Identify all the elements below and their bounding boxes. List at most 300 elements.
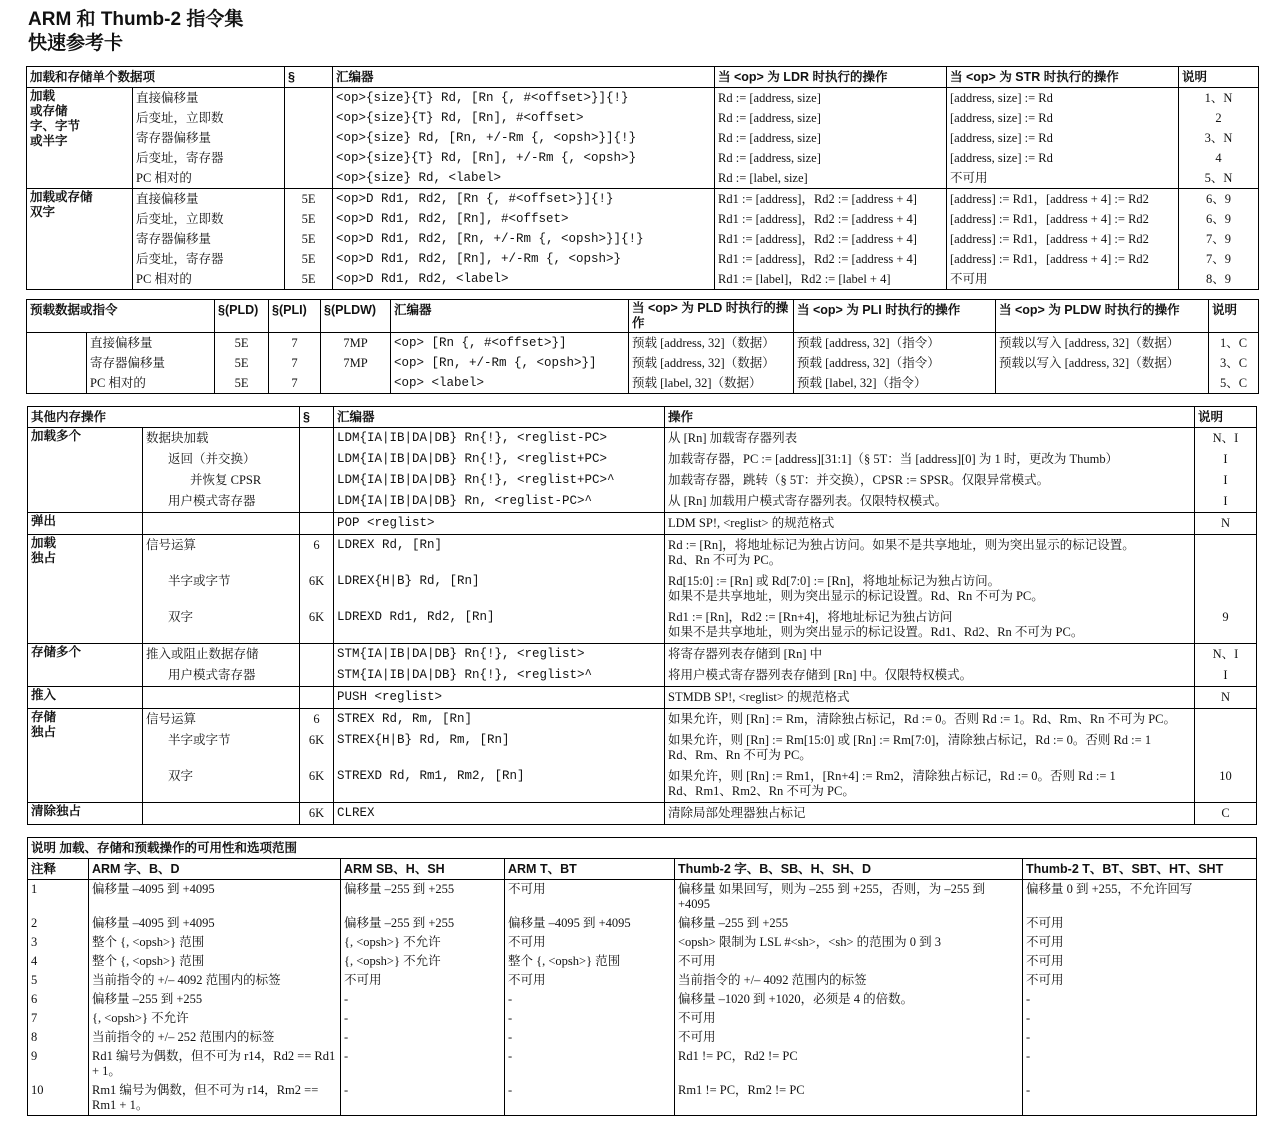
table-row <box>28 607 1257 644</box>
header-sec: § <box>300 407 334 428</box>
table-row <box>27 108 1259 128</box>
note-number: 2 <box>28 914 89 933</box>
row-str-op: [address] := Rd1，[address + 4] := Rd2 <box>947 229 1179 249</box>
row-str-op: [address] := Rd1，[address + 4] := Rd2 <box>947 249 1179 269</box>
note-number: 10 <box>28 1081 89 1116</box>
row-ldr-op: Rd := [address, size] <box>715 108 947 128</box>
row-op: 从 [Rn] 加载寄存器列表 <box>665 428 1195 450</box>
row-notes: N <box>1195 513 1257 535</box>
row-asm: LDM{IA|IB|DA|DB} Rn{!}, <reglist+PC>^ <box>334 470 665 491</box>
arm-sb: {, <opsh>} 不允许 <box>341 952 505 971</box>
row-pld-op: 预载 [label, 32]（数据） <box>629 373 794 394</box>
thumb2-word: 偏移量 –255 到 +255 <box>675 914 1023 933</box>
row-op: 加载寄存器，跳转（§ 5T：并交换），CPSR := SPSR。仅限异常模式。 <box>665 470 1195 491</box>
arm-t: - <box>505 1009 675 1028</box>
row-op: Rd[15:0] := [Rn] 或 Rd[7:0] := [Rn]，将地址标记为独占访问。 如果不是共享地址，则为突出显示的标记设置。Rd、Rn 不可为 PC。 <box>665 571 1195 607</box>
row-notes: 6、9 <box>1179 209 1259 229</box>
row-desc: 寄存器偏移量 <box>133 229 285 249</box>
row-asm: STM{IA|IB|DA|DB} Rn{!}, <reglist>^ <box>334 665 665 687</box>
row-notes: 3、N <box>1179 128 1259 148</box>
row-asm: <op>D Rd1, Rd2, [Rn {, #<offset>}]{!} <box>333 189 715 210</box>
thumb2-t: - <box>1023 1028 1257 1047</box>
thumb2-word: Rd1 != PC，Rd2 != PC <box>675 1047 1023 1081</box>
group-label <box>27 333 87 394</box>
note-number: 5 <box>28 971 89 990</box>
row-asm: <op>{size}{T} Rd, [Rn {, #<offset>}]{!} <box>333 88 715 109</box>
arm-word: 偏移量 –4095 到 +4095 <box>89 880 341 915</box>
row-asm: LDREX Rd, [Rn] <box>334 535 665 572</box>
row-desc: 信号运算 <box>143 535 300 572</box>
row-section: 6K <box>300 607 334 644</box>
header-section: 其他内存操作 <box>28 407 300 428</box>
table-row <box>27 249 1259 269</box>
row-notes <box>1195 709 1257 731</box>
row-asm: <op> <label> <box>391 373 629 394</box>
row-asm: POP <reglist> <box>334 513 665 535</box>
header-ldr: 当 <op> 为 LDR 时执行的操作 <box>715 67 947 88</box>
row-asm: <op>{size} Rd, <label> <box>333 168 715 189</box>
row-ldr-op: Rd1 := [label]，Rd2 := [label + 4] <box>715 269 947 290</box>
table-row <box>28 933 1257 952</box>
thumb2-t: - <box>1023 990 1257 1009</box>
note-number: 4 <box>28 952 89 971</box>
row-pli-op: 预载 [label, 32]（指令） <box>794 373 996 394</box>
row-section <box>285 168 333 189</box>
header-pli: 当 <op> 为 PLI 时执行的操作 <box>794 300 996 333</box>
table-row <box>28 491 1257 513</box>
row-op: LDM SP!, <reglist> 的规范格式 <box>665 513 1195 535</box>
header-thumb2-word: Thumb-2 字、B、SB、H、SH、D <box>675 859 1023 880</box>
thumb2-t: - <box>1023 1081 1257 1116</box>
row-notes: N、I <box>1195 644 1257 666</box>
arm-word: 当前指令的 +/– 4092 范围内的标签 <box>89 971 341 990</box>
note-number: 1 <box>28 880 89 915</box>
row-section: 5E <box>285 229 333 249</box>
header-asm: 汇编器 <box>333 67 715 88</box>
row-pldw-op: 预载以写入 [address, 32]（数据） <box>996 353 1209 373</box>
arm-sb: {, <opsh>} 不允许 <box>341 933 505 952</box>
table-row <box>28 880 1257 915</box>
group-label: 加载 或存储 字、字节 或半字 <box>27 88 133 189</box>
row-notes <box>1195 571 1257 607</box>
table-row <box>27 168 1259 189</box>
header-str: 当 <op> 为 STR 时执行的操作 <box>947 67 1179 88</box>
arm-t: 不可用 <box>505 880 675 915</box>
row-section <box>285 88 333 109</box>
row-desc: PC 相对的 <box>87 373 215 394</box>
row-desc: 并恢复 CPSR <box>143 470 300 491</box>
row-sec-pldw <box>321 373 391 394</box>
header-sec: § <box>285 67 333 88</box>
row-section <box>300 428 334 450</box>
table-row <box>28 766 1257 803</box>
header-notes: 说明 <box>1195 407 1257 428</box>
row-asm: STREX Rd, Rm, [Rn] <box>334 709 665 731</box>
arm-sb: - <box>341 1009 505 1028</box>
other-memory-ops-table <box>27 406 1257 825</box>
row-pldw-op <box>996 373 1209 394</box>
header-arm-t: ARM T、BT <box>505 859 675 880</box>
row-desc: 用户模式寄存器 <box>143 665 300 687</box>
header-arm-word: ARM 字、B、D <box>89 859 341 880</box>
row-section: 6K <box>300 730 334 766</box>
row-section <box>300 491 334 513</box>
row-op: 如果允许，则 [Rn] := Rm[15:0] 或 [Rn] := Rm[7:0]，清除独占标记，Rd := 0。否则 Rd := 1 Rd、Rm、Rn 不可为 PC。 <box>665 730 1195 766</box>
row-section <box>300 687 334 709</box>
row-section <box>300 513 334 535</box>
table-row <box>27 269 1259 290</box>
thumb2-word: 不可用 <box>675 1009 1023 1028</box>
notes-table <box>27 837 1257 1116</box>
row-op: Rd1 := [Rn]，Rd2 := [Rn+4]，将地址标记为独占访问 如果不是共享地址，则为突出显示的标记设置。Rd1、Rd2、Rn 不可为 PC。 <box>665 607 1195 644</box>
arm-t: - <box>505 1047 675 1081</box>
table-row <box>28 990 1257 1009</box>
row-desc: 推入或阻止数据存储 <box>143 644 300 666</box>
table-row <box>28 952 1257 971</box>
row-str-op: [address, size] := Rd <box>947 148 1179 168</box>
table-row <box>27 209 1259 229</box>
row-desc: 后变址，寄存器 <box>133 148 285 168</box>
row-desc: PC 相对的 <box>133 168 285 189</box>
row-sec-pli: 7 <box>269 333 321 354</box>
arm-t: - <box>505 1028 675 1047</box>
table-row <box>28 730 1257 766</box>
header-sec-pli: §(PLI) <box>269 300 321 333</box>
note-number: 8 <box>28 1028 89 1047</box>
table-row <box>27 88 1259 109</box>
group-label: 弹出 <box>28 513 143 535</box>
thumb2-t: 不可用 <box>1023 933 1257 952</box>
row-sec-pldw: 7MP <box>321 333 391 354</box>
row-desc: 寄存器偏移量 <box>133 128 285 148</box>
row-desc: 直接偏移量 <box>87 333 215 354</box>
row-notes: 7、9 <box>1179 249 1259 269</box>
row-asm: PUSH <reglist> <box>334 687 665 709</box>
thumb2-word: 不可用 <box>675 1028 1023 1047</box>
thumb2-t: 偏移量 0 到 +255，不允许回写 <box>1023 880 1257 915</box>
row-ldr-op: Rd1 := [address]，Rd2 := [address + 4] <box>715 189 947 210</box>
table-row <box>27 128 1259 148</box>
arm-word: 偏移量 –4095 到 +4095 <box>89 914 341 933</box>
table-row <box>28 1009 1257 1028</box>
row-pld-op: 预载 [address, 32]（数据） <box>629 333 794 354</box>
row-section <box>285 148 333 168</box>
row-sec-pli: 7 <box>269 373 321 394</box>
group-label: 存储多个 <box>28 644 143 687</box>
table-row <box>28 428 1257 450</box>
arm-word: 当前指令的 +/– 252 范围内的标签 <box>89 1028 341 1047</box>
table-row <box>28 470 1257 491</box>
row-notes: N <box>1195 687 1257 709</box>
table-row <box>28 449 1257 470</box>
row-asm: <op>D Rd1, Rd2, [Rn, +/-Rm {, <opsh>}]{!} <box>333 229 715 249</box>
row-op: 清除局部处理器独占标记 <box>665 803 1195 825</box>
header-sec-pld: §(PLD) <box>215 300 269 333</box>
arm-word: Rm1 编号为偶数，但不可为 r14，Rm2 == Rm1 + 1。 <box>89 1081 341 1116</box>
row-notes: 7、9 <box>1179 229 1259 249</box>
row-notes: I <box>1195 449 1257 470</box>
page-title: ARM 和 Thumb-2 指令集 <box>28 9 244 30</box>
row-section <box>300 644 334 666</box>
table-row <box>28 535 1257 572</box>
row-notes: 9 <box>1195 607 1257 644</box>
row-op: 从 [Rn] 加载用户模式寄存器列表。仅限特权模式。 <box>665 491 1195 513</box>
row-desc: 直接偏移量 <box>133 189 285 210</box>
row-section: 6 <box>300 535 334 572</box>
row-pldw-op: 预载以写入 [address, 32]（数据） <box>996 333 1209 354</box>
row-notes: 8、9 <box>1179 269 1259 290</box>
row-desc <box>143 687 300 709</box>
row-desc: 后变址，寄存器 <box>133 249 285 269</box>
thumb2-word: 当前指令的 +/– 4092 范围内的标签 <box>675 971 1023 990</box>
row-asm: LDREX{H|B} Rd, [Rn] <box>334 571 665 607</box>
row-desc: 双字 <box>143 766 300 803</box>
arm-sb: - <box>341 1047 505 1081</box>
row-section: 5E <box>285 249 333 269</box>
row-desc <box>143 513 300 535</box>
thumb2-t: - <box>1023 1047 1257 1081</box>
row-desc: 后变址，立即数 <box>133 108 285 128</box>
row-desc: 直接偏移量 <box>133 88 285 109</box>
row-section <box>300 449 334 470</box>
row-section: 6K <box>300 571 334 607</box>
arm-t: 不可用 <box>505 971 675 990</box>
row-op: 如果允许，则 [Rn] := Rm1，[Rn+4] := Rm2，清除独占标记，Rd := 0。否则 Rd := 1 Rd、Rm1、Rm2、Rn 不可为 PC。 <box>665 766 1195 803</box>
table-row <box>28 971 1257 990</box>
header-thumb2-t: Thumb-2 T、BT、SBT、HT、SHT <box>1023 859 1257 880</box>
table-row <box>28 1047 1257 1081</box>
thumb2-t: 不可用 <box>1023 914 1257 933</box>
table-row <box>28 644 1257 666</box>
thumb2-word: Rm1 != PC，Rm2 != PC <box>675 1081 1023 1116</box>
row-str-op: [address, size] := Rd <box>947 128 1179 148</box>
header-arm-sb: ARM SB、H、SH <box>341 859 505 880</box>
arm-sb: 偏移量 –255 到 +255 <box>341 914 505 933</box>
table-row <box>27 373 1259 394</box>
row-sec-pld: 5E <box>215 373 269 394</box>
group-label: 加载 独占 <box>28 535 143 644</box>
table-row <box>28 665 1257 687</box>
arm-word: 偏移量 –255 到 +255 <box>89 990 341 1009</box>
row-desc: 数据块加载 <box>143 428 300 450</box>
thumb2-t: - <box>1023 1009 1257 1028</box>
row-notes <box>1195 730 1257 766</box>
row-notes: N、I <box>1195 428 1257 450</box>
table-row <box>28 1028 1257 1047</box>
row-ldr-op: Rd := [address, size] <box>715 148 947 168</box>
row-op: 将寄存器列表存储到 [Rn] 中 <box>665 644 1195 666</box>
load-store-single-table <box>26 66 1259 290</box>
row-section <box>300 665 334 687</box>
row-notes: 6、9 <box>1179 189 1259 210</box>
row-asm: LDM{IA|IB|DA|DB} Rn, <reglist-PC>^ <box>334 491 665 513</box>
header-pld: 当 <op> 为 PLD 时执行的操作 <box>629 300 794 333</box>
row-asm: STREXD Rd, Rm1, Rm2, [Rn] <box>334 766 665 803</box>
page-subtitle: 快速参考卡 <box>28 33 124 54</box>
arm-word: 整个 {, <opsh>} 范围 <box>89 933 341 952</box>
arm-t: 不可用 <box>505 933 675 952</box>
arm-t: 整个 {, <opsh>} 范围 <box>505 952 675 971</box>
row-sec-pld: 5E <box>215 333 269 354</box>
group-label: 清除独占 <box>28 803 143 825</box>
preload-table <box>26 299 1259 394</box>
row-notes: 2 <box>1179 108 1259 128</box>
arm-sb: - <box>341 990 505 1009</box>
row-asm: STM{IA|IB|DA|DB} Rn{!}, <reglist> <box>334 644 665 666</box>
row-section <box>285 128 333 148</box>
table-row <box>28 571 1257 607</box>
header-section: 预载数据或指令 <box>27 300 215 333</box>
table-row <box>28 1081 1257 1116</box>
table-row <box>27 353 1259 373</box>
header-sec-pldw: §(PLDW) <box>321 300 391 333</box>
row-desc: 双字 <box>143 607 300 644</box>
header-asm: 汇编器 <box>334 407 665 428</box>
row-op: Rd := [Rn]，将地址标记为独占访问。如果不是共享地址，则为突出显示的标记设置。 Rd、Rn 不可为 PC。 <box>665 535 1195 572</box>
row-notes: 10 <box>1195 766 1257 803</box>
row-pli-op: 预载 [address, 32]（指令） <box>794 353 996 373</box>
row-asm: LDM{IA|IB|DA|DB} Rn{!}, <reglist-PC> <box>334 428 665 450</box>
row-asm: <op>{size}{T} Rd, [Rn], #<offset> <box>333 108 715 128</box>
row-desc: 半字或字节 <box>143 571 300 607</box>
row-notes: 4 <box>1179 148 1259 168</box>
row-sec-pli: 7 <box>269 353 321 373</box>
row-section: 5E <box>285 209 333 229</box>
arm-sb: - <box>341 1081 505 1116</box>
row-ldr-op: Rd := [label, size] <box>715 168 947 189</box>
table-row <box>28 803 1257 825</box>
header-op: 操作 <box>665 407 1195 428</box>
row-notes: I <box>1195 491 1257 513</box>
row-notes: 1、N <box>1179 88 1259 109</box>
table-row <box>27 148 1259 168</box>
row-asm: <op> [Rn, +/-Rm {, <opsh>}] <box>391 353 629 373</box>
row-desc: 返回（并交换） <box>143 449 300 470</box>
header-notes: 说明 <box>1209 300 1259 333</box>
row-section: 5E <box>285 189 333 210</box>
row-notes: 5、N <box>1179 168 1259 189</box>
row-pld-op: 预载 [address, 32]（数据） <box>629 353 794 373</box>
table-row <box>27 333 1259 354</box>
row-section <box>300 470 334 491</box>
row-asm: <op> [Rn {, #<offset>}] <box>391 333 629 354</box>
table-row <box>28 513 1257 535</box>
row-desc: 用户模式寄存器 <box>143 491 300 513</box>
note-number: 9 <box>28 1047 89 1081</box>
arm-t: - <box>505 1081 675 1116</box>
row-ldr-op: Rd1 := [address]，Rd2 := [address + 4] <box>715 249 947 269</box>
arm-word: Rd1 编号为偶数，但不可为 r14，Rd2 == Rd1 + 1。 <box>89 1047 341 1081</box>
thumb2-word: 偏移量 如果回写，则为 –255 到 +255，否则，为 –255 到 +4095 <box>675 880 1023 915</box>
note-number: 7 <box>28 1009 89 1028</box>
row-notes: I <box>1195 470 1257 491</box>
note-number: 6 <box>28 990 89 1009</box>
arm-sb: - <box>341 1028 505 1047</box>
row-section: 5E <box>285 269 333 290</box>
header-asm: 汇编器 <box>391 300 629 333</box>
thumb2-t: 不可用 <box>1023 952 1257 971</box>
row-desc: 半字或字节 <box>143 730 300 766</box>
row-asm: LDREXD Rd1, Rd2, [Rn] <box>334 607 665 644</box>
row-notes: 3、C <box>1209 353 1259 373</box>
table-row <box>27 189 1259 210</box>
row-op: 将用户模式寄存器列表存储到 [Rn] 中。仅限特权模式。 <box>665 665 1195 687</box>
row-ldr-op: Rd := [address, size] <box>715 128 947 148</box>
row-str-op: 不可用 <box>947 168 1179 189</box>
row-sec-pld: 5E <box>215 353 269 373</box>
table-row <box>28 914 1257 933</box>
row-desc: 信号运算 <box>143 709 300 731</box>
group-label: 加载或存储 双字 <box>27 189 133 290</box>
row-op: STMDB SP!, <reglist> 的规范格式 <box>665 687 1195 709</box>
row-section <box>285 108 333 128</box>
row-asm: CLREX <box>334 803 665 825</box>
row-asm: <op>{size}{T} Rd, [Rn], +/-Rm {, <opsh>} <box>333 148 715 168</box>
row-sec-pldw: 7MP <box>321 353 391 373</box>
row-section: 6K <box>300 766 334 803</box>
row-op: 加载寄存器，PC := [address][31:1]（§ 5T：当 [address][0] 为 1 时，更改为 Thumb） <box>665 449 1195 470</box>
row-desc: 后变址，立即数 <box>133 209 285 229</box>
row-str-op: [address] := Rd1，[address + 4] := Rd2 <box>947 189 1179 210</box>
table-row <box>28 687 1257 709</box>
group-label: 推入 <box>28 687 143 709</box>
thumb2-word: <opsh> 限制为 LSL #<sh>，<sh> 的范围为 0 到 3 <box>675 933 1023 952</box>
row-str-op: [address] := Rd1，[address + 4] := Rd2 <box>947 209 1179 229</box>
arm-t: - <box>505 990 675 1009</box>
note-number: 3 <box>28 933 89 952</box>
row-desc <box>143 803 300 825</box>
row-desc: PC 相对的 <box>133 269 285 290</box>
row-asm: <op>{size} Rd, [Rn, +/-Rm {, <opsh>}]{!} <box>333 128 715 148</box>
row-pli-op: 预载 [address, 32]（指令） <box>794 333 996 354</box>
row-asm: <op>D Rd1, Rd2, [Rn], +/-Rm {, <opsh>} <box>333 249 715 269</box>
row-section: 6K <box>300 803 334 825</box>
header-note: 注释 <box>28 859 89 880</box>
row-notes: 5、C <box>1209 373 1259 394</box>
row-asm: STREX{H|B} Rd, Rm, [Rn] <box>334 730 665 766</box>
group-label: 加载多个 <box>28 428 143 513</box>
header-notes: 说明 <box>1179 67 1259 88</box>
thumb2-word: 偏移量 –1020 到 +1020，必须是 4 的倍数。 <box>675 990 1023 1009</box>
row-str-op: [address, size] := Rd <box>947 88 1179 109</box>
row-str-op: 不可用 <box>947 269 1179 290</box>
table-row <box>27 229 1259 249</box>
arm-t: 偏移量 –4095 到 +4095 <box>505 914 675 933</box>
row-notes <box>1195 535 1257 572</box>
arm-sb: 不可用 <box>341 971 505 990</box>
table-row <box>28 709 1257 731</box>
notes-title: 说明 加载、存储和预载操作的可用性和选项范围 <box>28 838 1257 859</box>
row-ldr-op: Rd := [address, size] <box>715 88 947 109</box>
row-notes: I <box>1195 665 1257 687</box>
arm-word: 整个 {, <opsh>} 范围 <box>89 952 341 971</box>
arm-sb: 偏移量 –255 到 +255 <box>341 880 505 915</box>
group-label: 存储 独占 <box>28 709 143 803</box>
row-op: 如果允许，则 [Rn] := Rm，清除独占标记，Rd := 0。否则 Rd := 1。Rd、Rm、Rn 不可为 PC。 <box>665 709 1195 731</box>
thumb2-word: 不可用 <box>675 952 1023 971</box>
header-pldw: 当 <op> 为 PLDW 时执行的操作 <box>996 300 1209 333</box>
header-section: 加载和存储单个数据项 <box>27 67 285 88</box>
row-asm: LDM{IA|IB|DA|DB} Rn{!}, <reglist+PC> <box>334 449 665 470</box>
thumb2-t: 不可用 <box>1023 971 1257 990</box>
row-str-op: [address, size] := Rd <box>947 108 1179 128</box>
row-desc: 寄存器偏移量 <box>87 353 215 373</box>
arm-word: {, <opsh>} 不允许 <box>89 1009 341 1028</box>
row-asm: <op>D Rd1, Rd2, <label> <box>333 269 715 290</box>
row-ldr-op: Rd1 := [address]，Rd2 := [address + 4] <box>715 229 947 249</box>
row-ldr-op: Rd1 := [address]，Rd2 := [address + 4] <box>715 209 947 229</box>
row-notes: C <box>1195 803 1257 825</box>
